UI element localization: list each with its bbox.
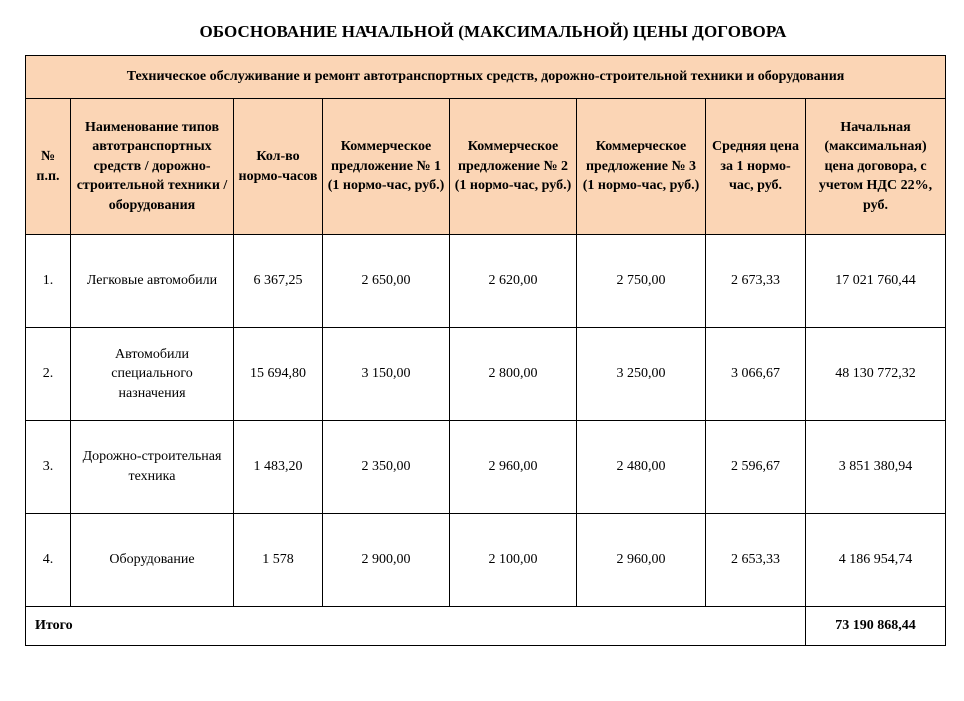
cell-number: 3.	[26, 421, 71, 514]
cell-offer-2: 2 100,00	[450, 514, 577, 607]
total-value: 73 190 868,44	[806, 607, 946, 646]
cell-max-price: 4 186 954,74	[806, 514, 946, 607]
cell-average-price: 3 066,67	[706, 328, 806, 421]
total-label: Итого	[26, 607, 806, 646]
table-caption-row	[26, 56, 946, 99]
cell-hours: 1 578	[234, 514, 323, 607]
cell-offer-2: 2 960,00	[450, 421, 577, 514]
table-caption: Техническое обслуживание и ремонт автотранспортных средств, дорожно-строительной техники и оборудования	[26, 56, 946, 99]
price-justification-table	[25, 55, 946, 646]
cell-offer-2: 2 800,00	[450, 328, 577, 421]
header-number: № п.п.	[26, 99, 71, 235]
cell-hours: 1 483,20	[234, 421, 323, 514]
cell-offer-2: 2 620,00	[450, 235, 577, 328]
cell-average-price: 2 673,33	[706, 235, 806, 328]
table-row	[26, 328, 946, 421]
cell-max-price: 48 130 772,32	[806, 328, 946, 421]
document-title: ОБОСНОВАНИЕ НАЧАЛЬНОЙ (МАКСИМАЛЬНОЙ) ЦЕНЫ ДОГОВОРА	[199, 22, 787, 41]
cell-offer-1: 2 350,00	[323, 421, 450, 514]
header-hours: Кол-во нормо-часов	[234, 99, 323, 235]
cell-name: Оборудование	[71, 514, 234, 607]
cell-average-price: 2 653,33	[706, 514, 806, 607]
cell-name: Легковые автомобили	[71, 235, 234, 328]
cell-max-price: 3 851 380,94	[806, 421, 946, 514]
table-header-row	[26, 99, 946, 235]
cell-offer-1: 3 150,00	[323, 328, 450, 421]
cell-offer-3: 2 960,00	[577, 514, 706, 607]
table-row	[26, 235, 946, 328]
cell-number: 1.	[26, 235, 71, 328]
cell-number: 2.	[26, 328, 71, 421]
table-row	[26, 514, 946, 607]
cell-offer-1: 2 650,00	[323, 235, 450, 328]
cell-max-price: 17 021 760,44	[806, 235, 946, 328]
cell-hours: 15 694,80	[234, 328, 323, 421]
header-name: Наименование типов автотранспортных средств / дорожно-строительной техники / оборудования	[71, 99, 234, 235]
cell-hours: 6 367,25	[234, 235, 323, 328]
table-row	[26, 421, 946, 514]
cell-offer-3: 2 480,00	[577, 421, 706, 514]
total-row	[26, 607, 946, 646]
cell-number: 4.	[26, 514, 71, 607]
header-offer-3: Коммерческое предложение № 3 (1 нормо-час, руб.)	[577, 99, 706, 235]
cell-average-price: 2 596,67	[706, 421, 806, 514]
cell-name: Автомобили специального назначения	[71, 328, 234, 421]
header-offer-1: Коммерческое предложение № 1 (1 нормо-час, руб.)	[323, 99, 450, 235]
cell-offer-1: 2 900,00	[323, 514, 450, 607]
cell-offer-3: 3 250,00	[577, 328, 706, 421]
cell-offer-3: 2 750,00	[577, 235, 706, 328]
header-max-price: Начальная (максимальная) цена договора, с учетом НДС 22%, руб.	[806, 99, 946, 235]
header-offer-2: Коммерческое предложение № 2 (1 нормо-час, руб.)	[450, 99, 577, 235]
header-average-price: Средняя цена за 1 нормо-час, руб.	[706, 99, 806, 235]
cell-name: Дорожно-строительная техника	[71, 421, 234, 514]
